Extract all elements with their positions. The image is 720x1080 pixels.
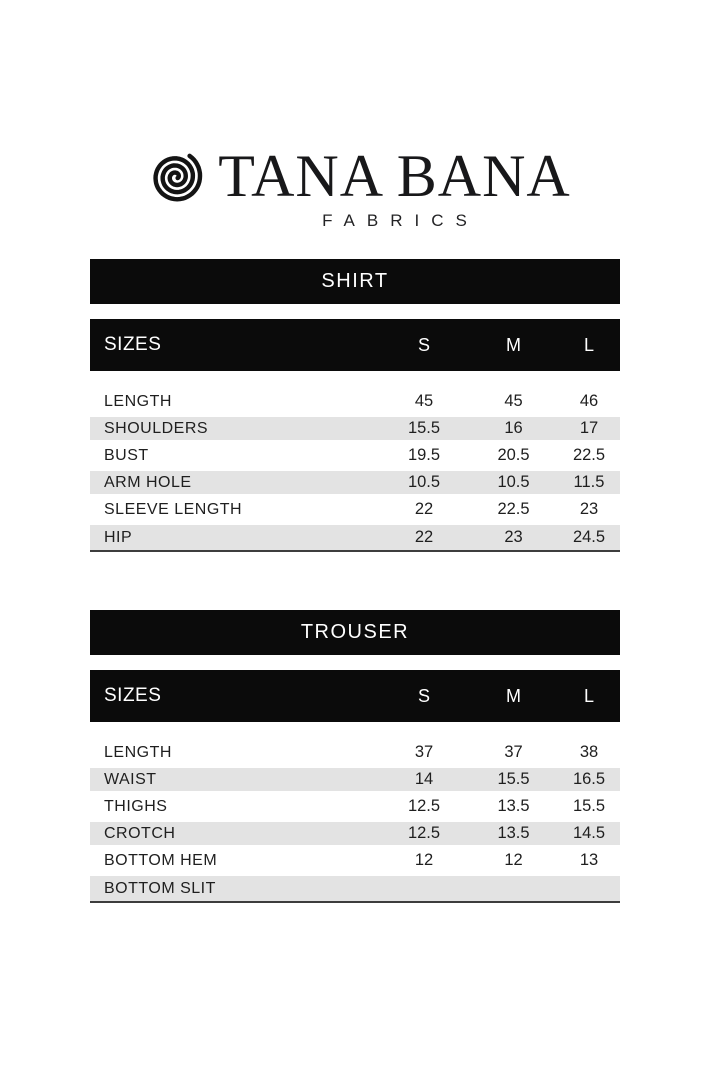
row-label: CROTCH xyxy=(104,824,176,842)
row-value: 15.5 xyxy=(407,419,441,437)
sizes-header-bar xyxy=(90,319,620,371)
size-column-l: L xyxy=(583,685,594,706)
row-label: BOTTOM SLIT xyxy=(104,879,216,897)
brand-subtitle: FABRICS xyxy=(322,211,479,230)
row-value: 22.5 xyxy=(497,500,530,518)
table-row xyxy=(90,388,620,415)
row-value: 22 xyxy=(414,500,434,518)
row-value: 23 xyxy=(504,528,523,546)
table-row xyxy=(90,496,620,523)
row-value: 38 xyxy=(579,743,599,761)
row-value: 13.5 xyxy=(497,797,530,815)
row-value: 17 xyxy=(579,419,599,437)
row-label: SLEEVE LENGTH xyxy=(104,500,243,518)
row-label: THIGHS xyxy=(104,797,168,815)
row-value: 13.5 xyxy=(497,824,530,842)
brand-logo xyxy=(0,0,720,231)
row-label: ARM HOLE xyxy=(104,473,192,491)
row-value: 12 xyxy=(414,851,434,869)
size-column-l: L xyxy=(583,334,594,355)
row-value: 16 xyxy=(504,419,523,437)
row-value: 19.5 xyxy=(407,446,441,464)
table-row xyxy=(90,793,620,820)
row-value: 45 xyxy=(414,392,434,410)
table-title-bar xyxy=(90,259,620,304)
brand-text xyxy=(218,143,571,231)
table-row xyxy=(90,766,620,793)
row-value: 24.5 xyxy=(572,528,606,546)
sizes-header-bar xyxy=(90,670,620,722)
sizes-label: SIZES xyxy=(104,685,162,706)
row-label: SHOULDERS xyxy=(104,419,209,437)
sizes-label: SIZES xyxy=(104,334,162,355)
row-label: LENGTH xyxy=(104,392,172,410)
table-title: SHIRT xyxy=(321,270,389,292)
size-table xyxy=(90,259,620,552)
row-value: 12.5 xyxy=(407,824,441,842)
row-value: 12 xyxy=(504,851,523,869)
row-value: 20.5 xyxy=(497,446,530,464)
row-value: 37 xyxy=(504,743,523,761)
row-value: 23 xyxy=(579,500,599,518)
table-row xyxy=(90,442,620,469)
row-value: 12.5 xyxy=(407,797,441,815)
row-label: WAIST xyxy=(104,770,157,788)
size-column-s: S xyxy=(417,334,430,355)
table-row xyxy=(90,820,620,847)
size-column-s: S xyxy=(417,685,430,706)
row-value: 13 xyxy=(579,851,599,869)
table-title: TROUSER xyxy=(300,621,410,643)
brand-name: TANA BANA xyxy=(218,143,571,209)
table-row xyxy=(90,739,620,766)
row-value: 10.5 xyxy=(497,473,530,491)
row-label: HIP xyxy=(104,528,133,546)
row-value: 37 xyxy=(414,743,434,761)
row-value: 14.5 xyxy=(572,824,606,842)
row-value: 14 xyxy=(414,770,434,788)
row-label: BUST xyxy=(104,446,149,464)
size-chart xyxy=(90,259,620,903)
row-label: BOTTOM HEM xyxy=(104,851,218,869)
size-table xyxy=(90,610,620,903)
table-row xyxy=(90,415,620,442)
rows xyxy=(90,388,620,552)
size-column-m: M xyxy=(506,334,521,355)
spiral-icon xyxy=(149,148,203,206)
row-value: 11.5 xyxy=(573,473,605,491)
row-value: 22.5 xyxy=(572,446,606,464)
table-row xyxy=(90,874,620,901)
row-value: 10.5 xyxy=(407,473,441,491)
rows xyxy=(90,739,620,903)
table-title-bar xyxy=(90,610,620,655)
table-row xyxy=(90,469,620,496)
row-value: 16.5 xyxy=(572,770,606,788)
table-row xyxy=(90,847,620,874)
row-value: 15.5 xyxy=(572,797,606,815)
row-value: 22 xyxy=(414,528,434,546)
size-column-m: M xyxy=(506,685,521,706)
row-value: 45 xyxy=(504,392,523,410)
row-value: 15.5 xyxy=(497,770,530,788)
row-label: LENGTH xyxy=(104,743,172,761)
table-row xyxy=(90,523,620,550)
row-value: 46 xyxy=(579,392,599,410)
